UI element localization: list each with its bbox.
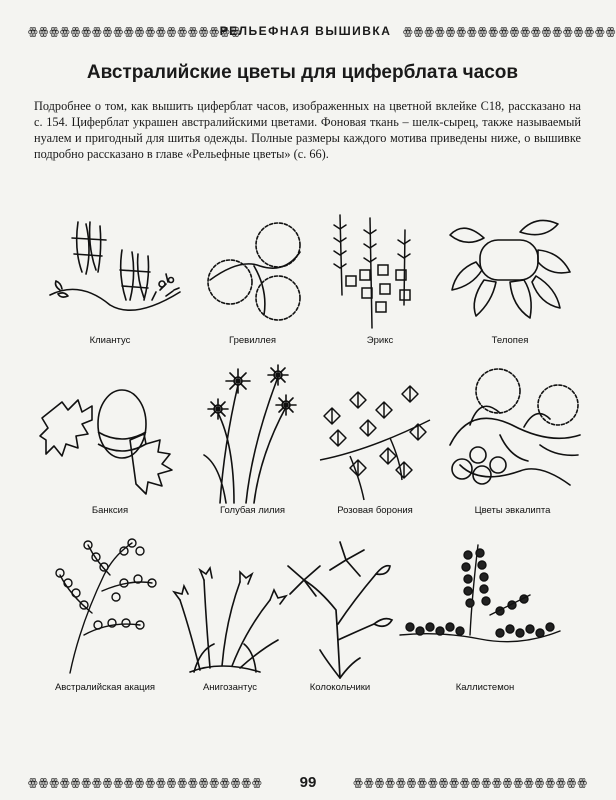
- waratah-illustration: [440, 210, 580, 335]
- caption-erica: Эрикс: [366, 335, 394, 346]
- header-ornament-right: ꙮꙮꙮꙮꙮꙮꙮꙮꙮꙮꙮꙮꙮꙮꙮꙮꙮꙮꙮꙮ: [403, 24, 616, 38]
- flower-cell-blue-lily: [190, 365, 315, 520]
- grevillea-illustration: [190, 210, 315, 335]
- flower-cell-eucalyptus: [440, 365, 585, 520]
- flower-cell-kangaroo-paw: [170, 560, 290, 695]
- caption-wattle: Австралийская акация: [54, 682, 156, 693]
- flower-cell-clianthus: [40, 210, 180, 350]
- footer-ornament-right: ꙮꙮꙮꙮꙮꙮꙮꙮꙮꙮꙮꙮꙮꙮꙮꙮꙮꙮꙮꙮꙮꙮ: [353, 775, 588, 789]
- callistemon-illustration: [400, 535, 570, 675]
- bluebells-illustration: [280, 540, 400, 680]
- footer-ornament-left: ꙮꙮꙮꙮꙮꙮꙮꙮꙮꙮꙮꙮꙮꙮꙮꙮꙮꙮꙮꙮꙮꙮ: [28, 775, 263, 789]
- banksia-illustration: [40, 380, 180, 505]
- wattle-illustration: [40, 535, 170, 675]
- caption-eucalyptus: Цветы эвкалипта: [474, 505, 551, 516]
- flower-cell-erica: [320, 210, 440, 350]
- running-head: РЕЛЬЕФНАЯ ВЫШИВКА: [219, 24, 392, 38]
- flower-cell-grevillea: [190, 210, 315, 350]
- boronia-illustration: [310, 380, 440, 505]
- flower-cell-banksia: [40, 380, 180, 520]
- flower-cell-waratah: [440, 210, 580, 350]
- flower-cell-wattle: [40, 535, 170, 695]
- caption-boronia: Розовая борония: [337, 505, 413, 516]
- caption-blue-lily: Голубая лилия: [219, 505, 286, 516]
- kangaroo-paw-illustration: [170, 560, 290, 680]
- flower-cell-bluebells: [280, 540, 400, 695]
- page-number: 99: [299, 773, 317, 791]
- caption-banksia: Банксия: [91, 505, 129, 516]
- caption-kangaroo-paw: Анигозантус: [202, 682, 258, 693]
- caption-waratah: Телопея: [491, 335, 529, 346]
- eucalyptus-illustration: [440, 365, 585, 505]
- caption-bluebells: Колокольчики: [309, 682, 371, 693]
- page-title: Австралийские цветы для циферблата часов: [86, 62, 519, 83]
- clianthus-illustration: [40, 210, 180, 335]
- caption-clianthus: Клиантус: [89, 335, 131, 346]
- intro-paragraph: Подробнее о том, как вышить циферблат часов, изображенных на цветной вклейке С18, рассказано на с. 154. Циферблат украшен австралийскими цветами. Фоновая ткань – шелк-сырец, также называемый нуалем и пригодный для шитья одежды. Полные размеры каждого мотива приведены ниже, о вышивке подробно рассказано в главе «Рельефные цветы» (с. 66).: [34, 99, 581, 161]
- page-footer: [28, 773, 588, 791]
- flower-cell-callistemon: [400, 535, 570, 695]
- flower-cell-boronia: [310, 380, 440, 520]
- erica-illustration: [320, 210, 440, 335]
- caption-callistemon: Каллистемон: [455, 682, 515, 693]
- header-ornament-left: ꙮꙮꙮꙮꙮꙮꙮꙮꙮꙮꙮꙮꙮꙮꙮꙮꙮꙮꙮꙮ: [28, 24, 242, 38]
- blue-lily-illustration: [190, 365, 315, 505]
- caption-grevillea: Гревиллея: [228, 335, 277, 346]
